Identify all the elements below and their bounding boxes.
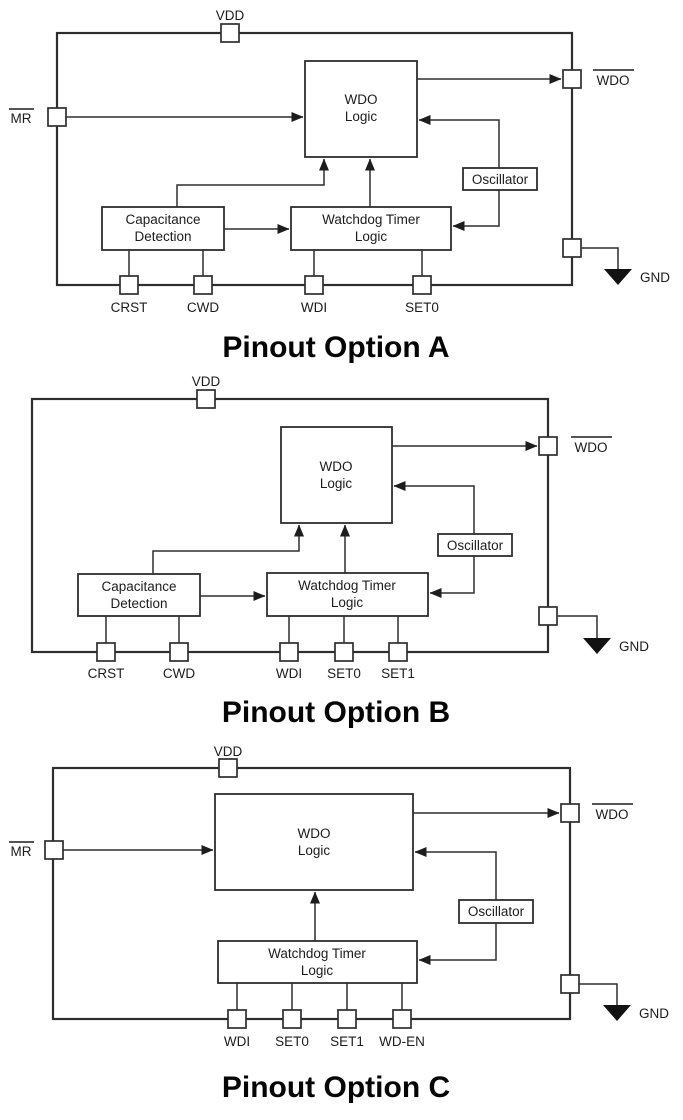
crst-pin-label: CRST [110, 300, 148, 315]
ground-symbol-icon [583, 638, 611, 654]
oscillator-to-wdo-logic-wire [415, 852, 496, 900]
gnd-wire [579, 984, 617, 1006]
wd-en-pin-label: WD-EN [379, 1034, 425, 1049]
crst-pin-label: CRST [87, 666, 125, 681]
oscillator-to-watchdog-timer-wire [453, 190, 499, 226]
wdo-pin [563, 70, 581, 88]
wdo-pin [561, 804, 579, 822]
oscillator-to-wdo-logic-wire [394, 486, 474, 534]
wdo-logic-block [215, 794, 413, 890]
oscillator-to-watchdog-timer-wire [430, 556, 474, 593]
wdo-pin-label: WDO [596, 73, 630, 88]
cwd-pin-label: CWD [162, 666, 196, 681]
mr-pin [48, 108, 66, 126]
gnd-label: GND [639, 1006, 669, 1021]
capacitance-to-wdo-logic-wire [153, 525, 299, 574]
set0-pin-label: SET0 [275, 1034, 309, 1049]
diagram-option-b [32, 374, 649, 729]
cwd-pin-label: CWD [186, 300, 220, 315]
wdo-logic-label-line1: WDO [297, 826, 331, 841]
crst-pin [120, 276, 138, 294]
capacitance-detection-label-line2: Detection [110, 596, 168, 611]
wdi-pin-label: WDI [275, 666, 303, 681]
vdd-pin-label: VDD [215, 8, 245, 23]
wdi-pin [228, 1010, 246, 1028]
vdd-pin-label: VDD [191, 374, 221, 389]
wdo-logic-label-line2: Logic [344, 109, 378, 124]
wdo-logic-label-line1: WDO [319, 459, 353, 474]
mr-pin [45, 841, 63, 859]
capacitance-detection-label-line1: Capacitance [101, 579, 177, 594]
set0-pin [335, 643, 353, 661]
gnd-pin [563, 239, 581, 257]
mr-pin-label: MR [10, 111, 32, 126]
gnd-label: GND [640, 270, 670, 285]
set1-pin [338, 1010, 356, 1028]
gnd-pin [561, 975, 579, 993]
capacitance-to-wdo-logic-wire [177, 159, 324, 207]
wdo-logic-label-line1: WDO [344, 92, 378, 107]
set1-pin [389, 643, 407, 661]
wdo-logic-label-line2: Logic [297, 843, 331, 858]
gnd-pin [539, 607, 557, 625]
watchdog-timer-label-line2: Logic [354, 229, 388, 244]
diagram-b-title: Pinout Option B [221, 696, 451, 729]
oscillator-label: Oscillator [471, 172, 529, 187]
oscillator-to-watchdog-timer-wire [419, 923, 496, 960]
cwd-pin [194, 276, 212, 294]
wdi-pin [305, 276, 323, 294]
watchdog-timer-label-line1: Watchdog Timer [298, 578, 396, 593]
oscillator-label: Oscillator [467, 904, 525, 919]
diagram-c-title: Pinout Option C [221, 1071, 451, 1104]
cwd-pin [170, 643, 188, 661]
watchdog-timer-label-line2: Logic [330, 595, 364, 610]
wdo-logic-label-line2: Logic [319, 476, 353, 491]
vdd-pin [197, 390, 215, 408]
set0-pin [283, 1010, 301, 1028]
capacitance-detection-label-line1: Capacitance [125, 212, 201, 227]
set0-pin [413, 276, 431, 294]
wdo-pin-label: WDO [574, 440, 608, 455]
watchdog-timer-label-line2: Logic [300, 963, 334, 978]
gnd-wire [557, 616, 597, 639]
wdi-pin-label: WDI [300, 300, 328, 315]
oscillator-label: Oscillator [446, 538, 504, 553]
vdd-pin [221, 24, 239, 42]
vdd-pin [219, 759, 237, 777]
watchdog-timer-label-line1: Watchdog Timer [268, 946, 366, 961]
wd-en-pin [393, 1010, 411, 1028]
diagram-a-title: Pinout Option A [222, 331, 450, 364]
set0-pin-label: SET0 [327, 666, 361, 681]
capacitance-detection-label-line2: Detection [134, 229, 192, 244]
ground-symbol-icon [604, 269, 632, 285]
set0-pin-label: SET0 [405, 300, 439, 315]
wdi-pin [280, 643, 298, 661]
wdo-pin-label: WDO [595, 807, 629, 822]
wdo-pin [539, 437, 557, 455]
set1-pin-label: SET1 [381, 666, 415, 681]
vdd-pin-label: VDD [213, 744, 243, 759]
watchdog-timer-label-line1: Watchdog Timer [322, 212, 420, 227]
gnd-label: GND [619, 639, 649, 654]
mr-pin-label: MR [10, 844, 32, 859]
set1-pin-label: SET1 [330, 1034, 364, 1049]
wdi-pin-label: WDI [223, 1034, 251, 1049]
diagram-option-a [9, 8, 670, 364]
wdo-logic-block [281, 427, 392, 523]
diagram-option-c [9, 744, 669, 1104]
crst-pin [97, 643, 115, 661]
ground-symbol-icon [603, 1005, 631, 1021]
gnd-wire [581, 248, 618, 270]
oscillator-to-wdo-logic-wire [419, 120, 499, 168]
